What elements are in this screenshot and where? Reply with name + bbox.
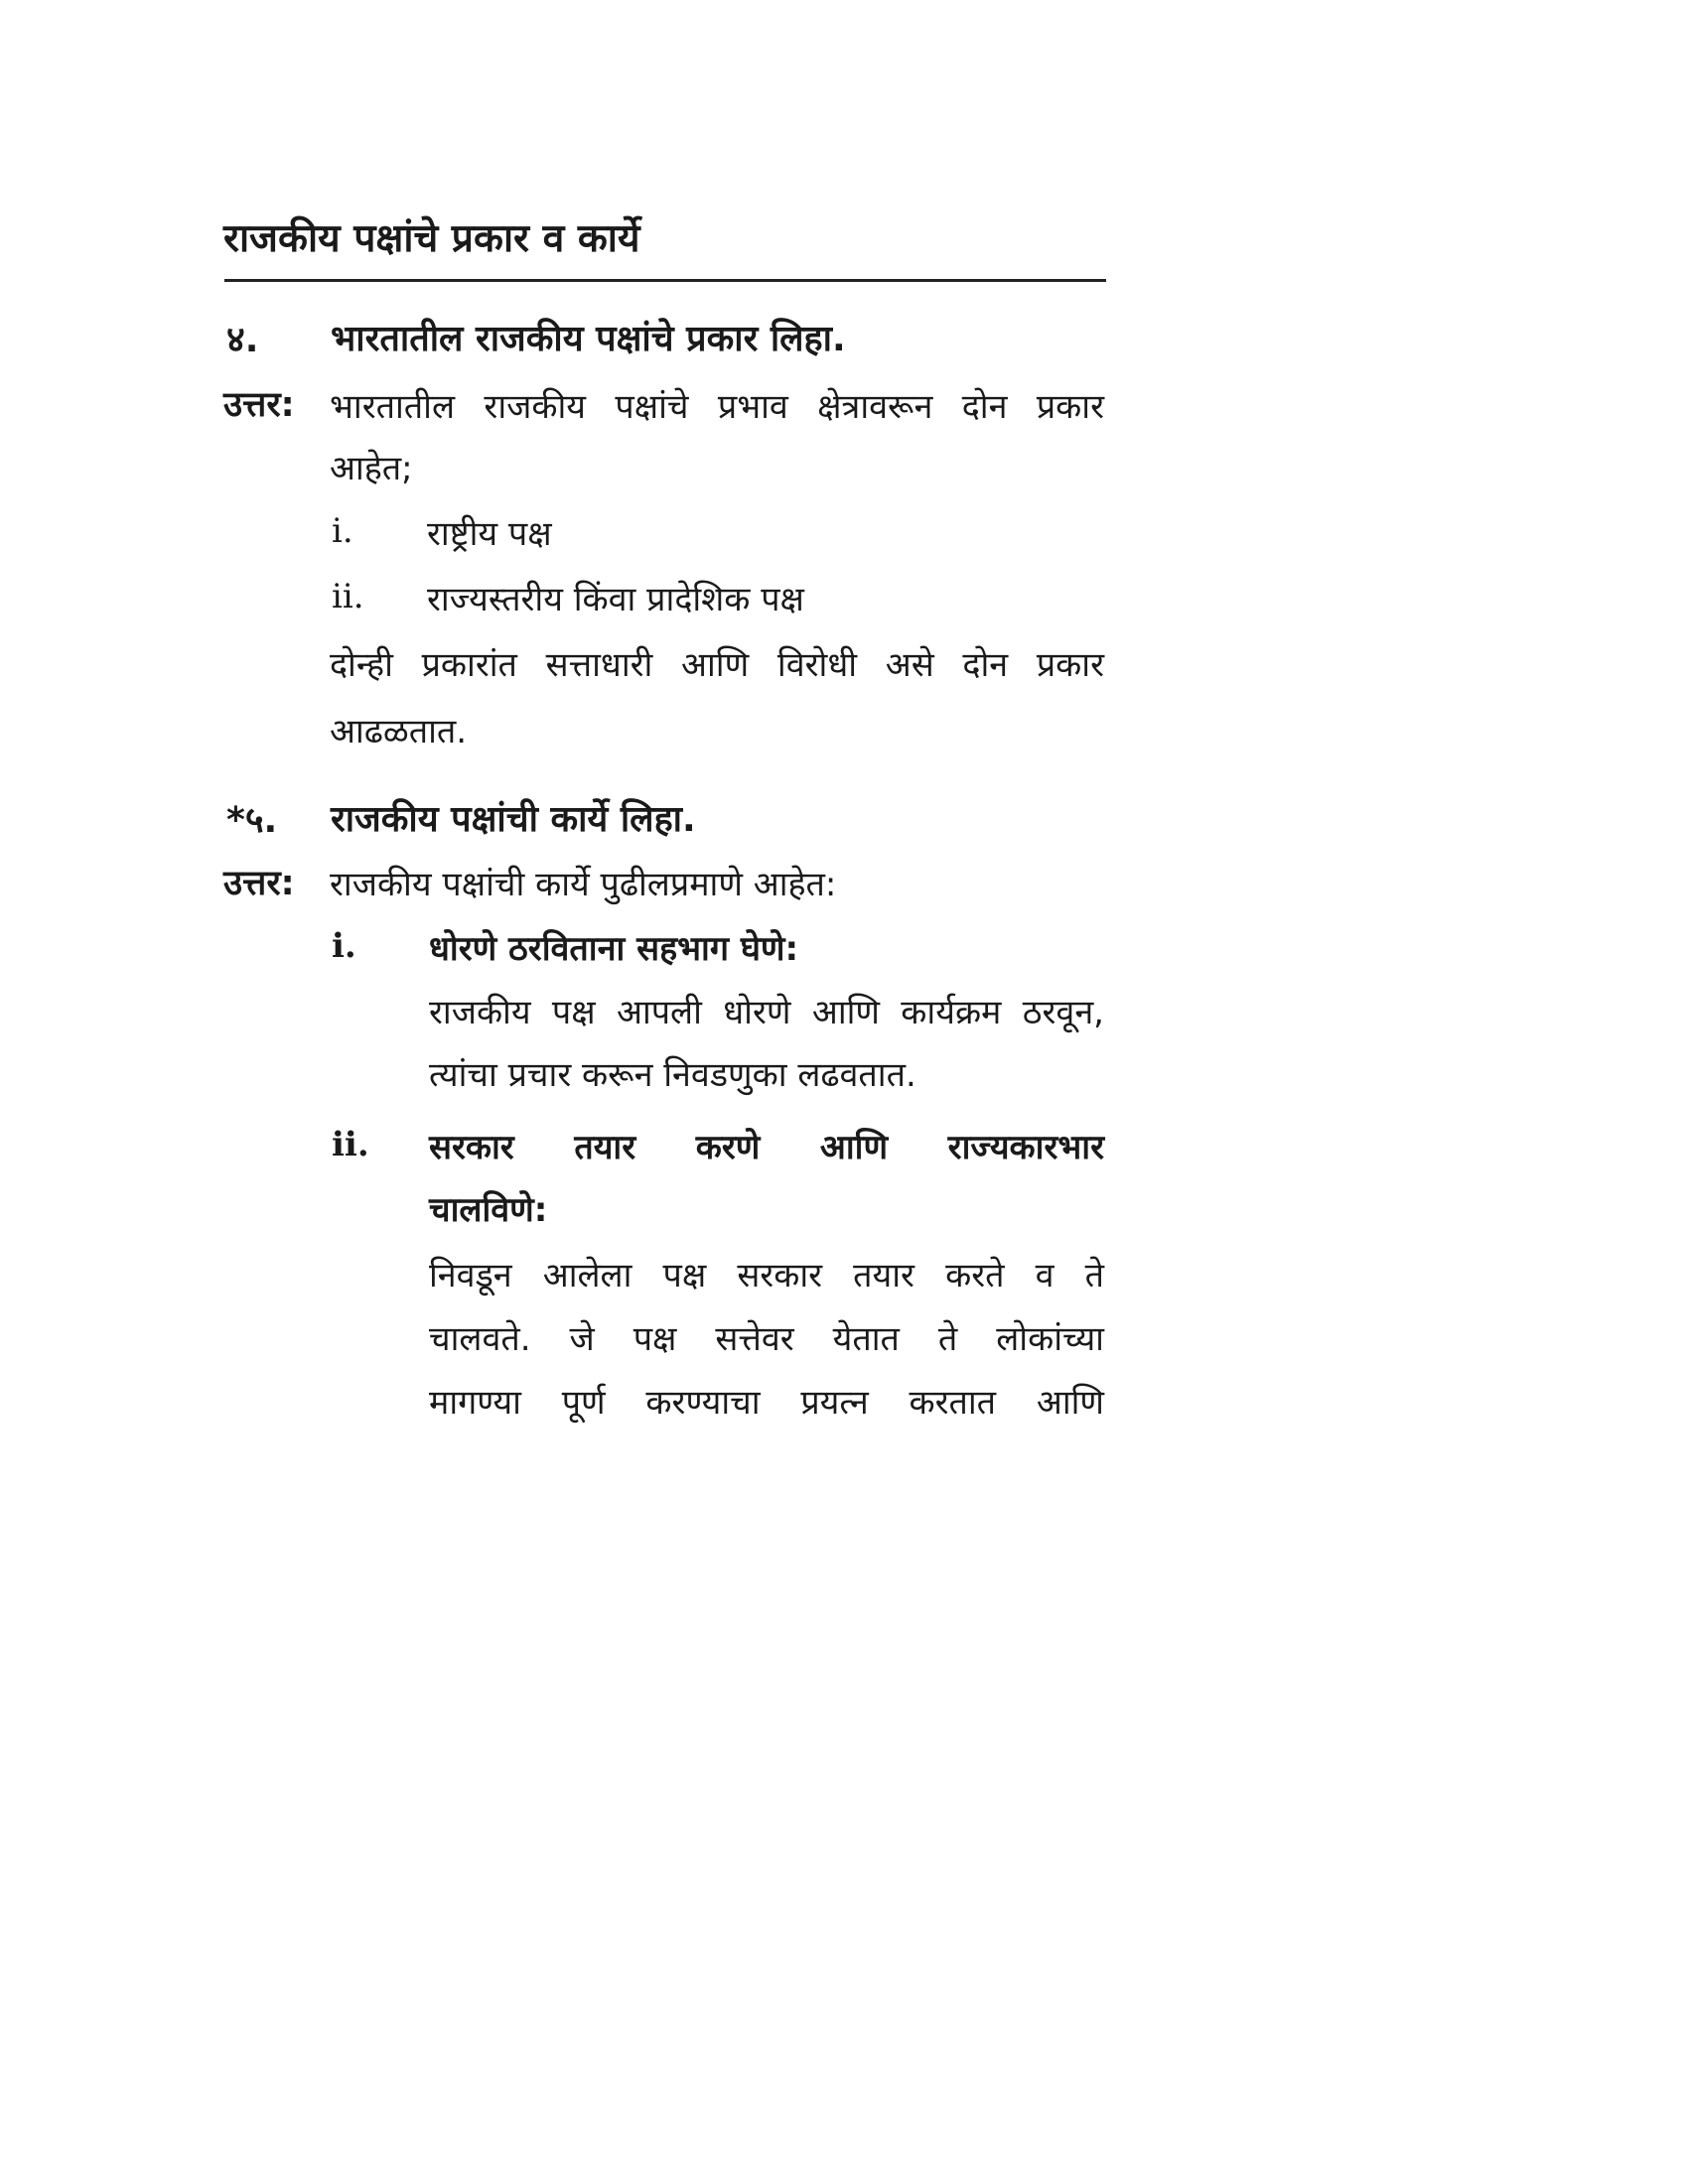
answer-4-closing-line-2: आढळतात. [330,712,468,751]
page-header-title: राजकीय पक्षांचे प्रकार व कार्ये [223,216,640,261]
answer-5-point-1-heading: धोरणे ठरविताना सहभाग घेणे: [429,929,799,969]
answer-5-point-1-body-line-1: राजकीय पक्ष आपली धोरणे आणि कार्यक्रम ठरवून, [429,993,1104,1032]
answer-4-closing-line-1: दोन्ही प्रकारांत सत्ताधारी आणि विरोधी असे दोन प्रकार [330,645,1104,685]
answer-4-line-1: भारतातील राजकीय पक्षांचे प्रभाव क्षेत्रावरून दोन प्रकार [330,387,1104,427]
question-4-number: ४. [226,320,259,360]
answer-5-point-1-body-line-2: त्यांचा प्रचार करून निवडणुका लढवतात. [429,1055,916,1095]
answer-4-item-2-text: राज्यस्तरीय किंवा प्रादेशिक पक्ष [427,580,804,619]
answer-5-point-2-body-line-2: चालवते. जे पक्ष सत्तेवर येतात ते लोकांच्या [429,1319,1104,1359]
answer-4-item-1-marker: i. [332,511,353,551]
answer-5-intro: राजकीय पक्षांची कार्ये पुढीलप्रमाणे आहेत: [330,865,837,904]
question-5-number: *५. [226,800,278,841]
answer-5-point-2-heading-line-2: चालविणे: [429,1190,548,1230]
answer-5-point-2-heading-line-1: सरकार तयार करणे आणि राज्यकारभार [429,1128,1104,1167]
header-divider [224,279,1106,282]
answer-5-point-2-marker: ii. [332,1125,369,1164]
answer-4-label: उत्तर: [223,385,295,425]
answer-5-point-2-body-line-3: मागण्या पूर्ण करण्याचा प्रयत्न करतात आणि [429,1383,1104,1423]
answer-4-item-2-marker: ii. [332,577,364,616]
answer-5-point-1-marker: i. [332,926,356,966]
answer-5-point-2-body-line-1: निवडून आलेला पक्ष सरकार तयार करते व ते [429,1256,1104,1296]
question-5-text: राजकीय पक्षांची कार्ये लिहा. [331,799,696,840]
answer-5-label: उत्तर: [223,864,295,903]
question-4-text: भारतातील राजकीय पक्षांचे प्रकार लिहा. [331,319,846,359]
answer-4-line-2: आहेत; [330,449,413,488]
answer-4-item-1-text: राष्ट्रीय पक्ष [427,514,552,554]
